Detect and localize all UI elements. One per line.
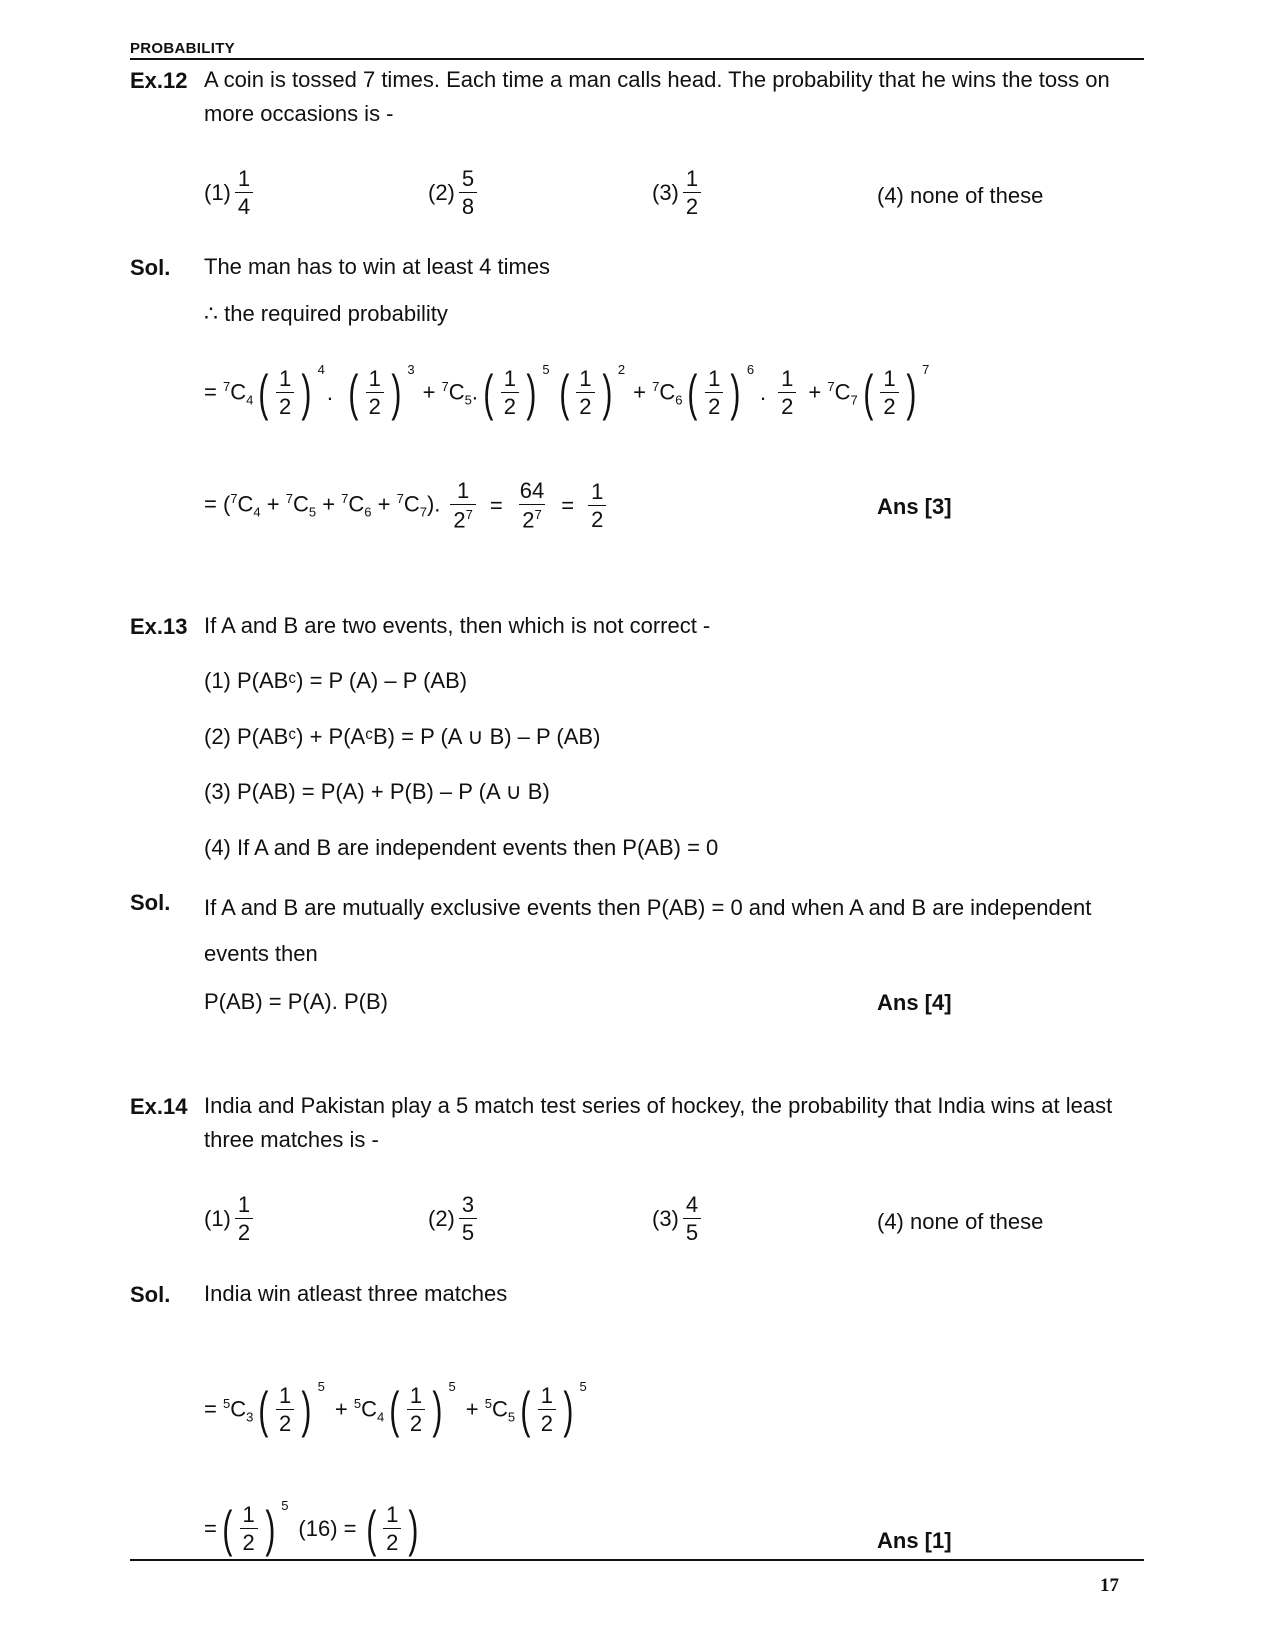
- ex13-answer: Ans [4]: [877, 990, 952, 1015]
- ex14-label: Ex.14: [130, 1094, 188, 1119]
- ex14-expression-1: = $^5C_3$ ( $\frac{1}{2}$ ) 5 + $^5C_4$ ( $\frac{1}{2}$ ) 5 + $^5C_5$ ( $\frac{1}{2}$ ) 5: [204, 1379, 587, 1438]
- ex12-sol-line2: ∴ the required probability: [204, 301, 448, 326]
- ex13-option-4: (4) If A and B are independent events then P(AB) = 0: [204, 835, 719, 860]
- ex14-option-4: (4) none of these: [877, 1209, 1044, 1234]
- ex13-option-3: (3) P(AB) = P(A) + P(B) – P (A ∪ B): [204, 779, 550, 804]
- ex12-sol-line1: The man has to win at least 4 times: [204, 254, 551, 279]
- ex14-option-2: (2) $\frac{3}{5}$: [428, 1194, 481, 1244]
- ex12-option-1: (1) $\frac{1}{4}$: [204, 168, 257, 218]
- ex14-expression-2: = ( $\frac{1}{2}$ ) 5 (16) = ( $\frac{1}{2}$ ): [204, 1498, 419, 1557]
- ex14-sol-line1: India win atleast three matches: [204, 1281, 508, 1306]
- ex13-sol-line1: If A and B are mutually exclusive events then P(AB) = 0 and when A and B are independent events then: [204, 895, 1092, 966]
- ex14-answer: Ans [1]: [877, 1528, 952, 1553]
- ex14-question: India and Pakistan play a 5 match test series of hockey, the probability that India wins at least three matches is -: [204, 1093, 1113, 1152]
- ex12-expression-1: = $^7C_4$ ( $\frac{1}{2}$ ) 4 . ( $\frac{1}{2}$ ) 3 + $^7C_5$. ( $\frac{1}{2}$ ) 5 ( $\frac{1}{2}$ ) 2 + $^7C_6$ ( $\frac{1}{2}$ ) 6 . $\frac{1}{2}$ + $^7C_7$ ( $\frac{1}{2}$ ) 7: [204, 362, 930, 421]
- ex12-option-2: (2) $\frac{5}{8}$: [428, 168, 481, 218]
- ex13-option-2: (2) P(ABᶜ) + P(AᶜB) = P (A ∪ B) – P (AB): [204, 724, 601, 749]
- ex12-question: A coin is tossed 7 times. Each time a man calls head. The probability that he wins the toss on more occasions is -: [204, 67, 1110, 126]
- ex12-label: Ex.12: [130, 68, 188, 93]
- ex13-sol-label: Sol.: [130, 890, 171, 915]
- page-number: 17: [1100, 1575, 1119, 1596]
- ex13-question: If A and B are two events, then which is not correct -: [204, 613, 711, 638]
- footer-rule: [130, 1559, 1144, 1561]
- ex14-mid-value: (16) =: [298, 1516, 357, 1541]
- page-header-title: PROBABILITY: [130, 40, 235, 57]
- ex12-sol-label: Sol.: [130, 255, 171, 280]
- ex12-answer: Ans [3]: [877, 494, 952, 519]
- ex14-option-1: (1) $\frac{1}{2}$: [204, 1194, 257, 1244]
- ex13-option-1: (1) P(ABᶜ) = P (A) – P (AB): [204, 668, 468, 693]
- ex13-sol-line2: P(AB) = P(A). P(B): [204, 989, 388, 1014]
- ex12-option-4: (4) none of these: [877, 183, 1044, 208]
- ex14-sol-label: Sol.: [130, 1282, 171, 1307]
- ex14-option-3: (3) $\frac{4}{5}$: [652, 1194, 705, 1244]
- header-rule: [130, 58, 1144, 60]
- ex13-label: Ex.13: [130, 614, 188, 639]
- ex12-option-3: (3) $\frac{1}{2}$: [652, 168, 705, 218]
- ex12-expression-2: = $(^7C_4 + ^7C_5 + ^7C_6 + ^7C_7)$. $\frac{1}{2^7}$ = $\frac{64}{2^7}$ = $\frac{1}{2}$: [204, 480, 610, 531]
